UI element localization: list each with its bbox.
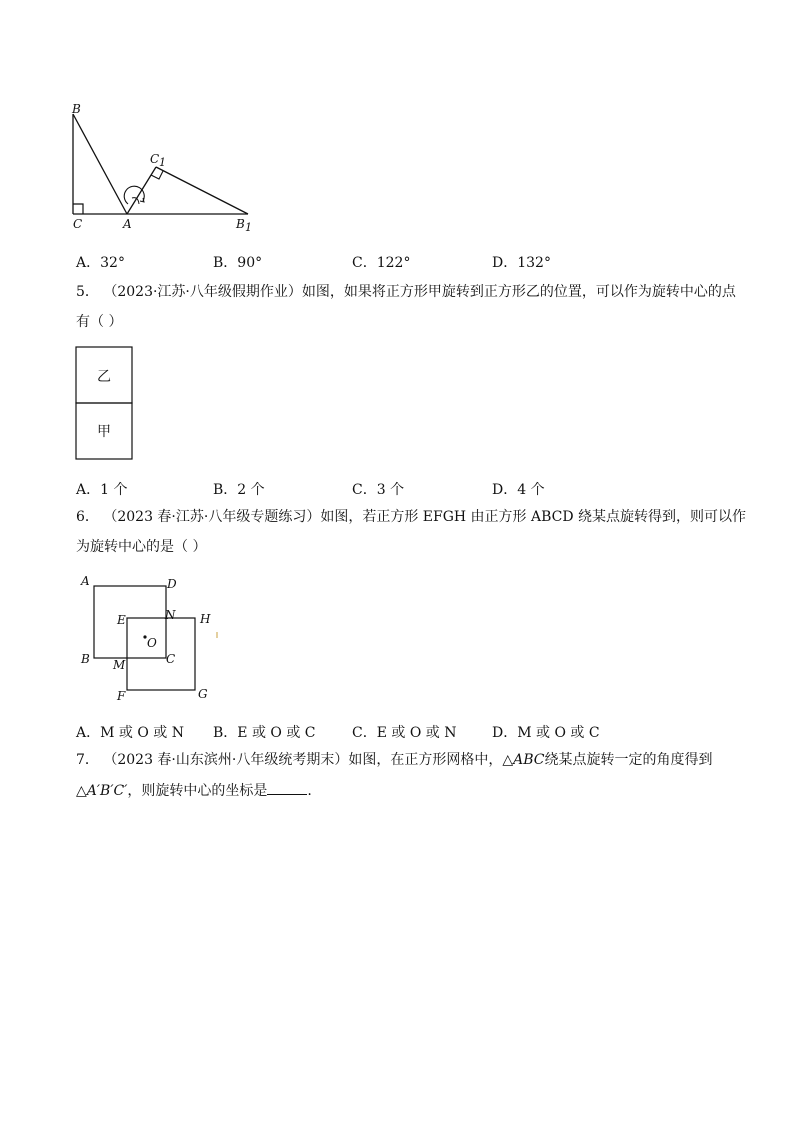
q7-stem-suffix: 绕某点旋转一定的角度得到 — [544, 752, 713, 768]
q6-option-a-letter: A． — [76, 725, 101, 741]
q7-stem-line2-text: ，则旋转中心的坐标是 — [127, 783, 268, 799]
q6-label-H: H — [200, 612, 211, 626]
q6-label-E: E — [117, 613, 126, 627]
q6-option-c[interactable] — [352, 722, 456, 742]
q5-squares-figure — [74, 344, 136, 462]
q6-option-d[interactable] — [492, 722, 600, 742]
q5-option-d-text: 4 个 — [517, 482, 545, 498]
q4-label-B: B — [72, 102, 81, 116]
q6-option-d-letter: D． — [492, 725, 518, 741]
q4-option-c-text: 122° — [376, 255, 411, 271]
q5-option-c-text: 3 个 — [376, 482, 405, 498]
q6-label-B: B — [81, 652, 90, 666]
q4-option-b-text: 90° — [237, 255, 263, 271]
q5-option-b[interactable] — [213, 479, 265, 499]
q5-option-a[interactable] — [76, 479, 127, 499]
q6-option-c-letter: C． — [352, 725, 377, 741]
q6-stem-line2: 为旋转中心的是（ ） — [76, 539, 207, 555]
q6-option-b[interactable] — [213, 722, 316, 742]
q4-label-B1: B — [236, 217, 245, 231]
q4-option-c[interactable] — [352, 252, 410, 272]
q6-label-A: A — [81, 574, 90, 588]
q4-option-a[interactable] — [76, 252, 125, 272]
q5-stem-line2: 有（ ） — [76, 314, 123, 330]
q5-option-a-letter: A． — [76, 482, 101, 498]
q6-label-G: G — [198, 687, 208, 701]
q6-stem-line1: 6． （2023 春·江苏·八年级专题练习）如图，若正方形 EFGH 由正方形 ABCD 绕某点旋转得到，则可以作 — [76, 509, 747, 525]
q5-option-a-text: 1 个 — [100, 482, 128, 498]
q5-option-b-letter: B． — [213, 482, 238, 498]
q6-label-N: N — [165, 608, 176, 622]
q4-label-C1-subscript: 1 — [159, 156, 166, 169]
q6-option-b-letter: B． — [213, 725, 238, 741]
q4-option-b-letter: B． — [213, 255, 238, 271]
q4-option-a-text: 32° — [100, 255, 125, 271]
q6-squares-figure — [74, 572, 224, 702]
q6-label-C: C — [166, 652, 176, 666]
q7-triangle-abc: △ABC — [502, 752, 545, 768]
q4-option-a-letter: A． — [76, 255, 101, 271]
q4-label-C1: C — [150, 152, 160, 166]
q5-label-jia: 甲 — [97, 424, 111, 440]
q6-label-F: F — [117, 689, 126, 702]
q7-stem-line2 — [76, 780, 312, 801]
q4-label-C: C — [73, 217, 83, 231]
q6-option-b-text: E 或 O 或 C — [237, 725, 316, 741]
q5-stem-line1: 5． （2023·江苏·八年级假期作业）如图，如果将正方形甲旋转到正方形乙的位置，可以作为旋转中心的点 — [76, 284, 736, 300]
q4-option-d-letter: D． — [492, 255, 518, 271]
q4-option-d[interactable] — [492, 252, 551, 272]
q4-option-c-letter: C． — [352, 255, 377, 271]
q4-label-A: A — [123, 217, 132, 231]
q4-triangle-figure — [66, 100, 266, 240]
q7-stem-prefix: 7． （2023 春·山东滨州·八年级统考期末）如图，在正方形网格中， — [76, 752, 503, 768]
q4-label-B1-subscript: 1 — [245, 221, 252, 234]
q4-option-b[interactable] — [213, 252, 262, 272]
q6-option-a-text: M 或 O 或 N — [100, 725, 184, 741]
q5-option-d[interactable] — [492, 479, 545, 499]
q7-stem-end: . — [307, 783, 312, 799]
q6-option-c-text: E 或 O 或 N — [376, 725, 457, 741]
q5-option-c[interactable] — [352, 479, 404, 499]
q5-option-c-letter: C． — [352, 482, 377, 498]
q7-stem-line1 — [76, 750, 712, 770]
q5-label-yi: 乙 — [97, 369, 111, 385]
q5-option-b-text: 2 个 — [237, 482, 265, 498]
q6-label-M: M — [113, 658, 126, 672]
q6-label-O: O — [147, 636, 157, 650]
q5-option-d-letter: D． — [492, 482, 518, 498]
q6-option-d-text: M 或 O 或 C — [517, 725, 600, 741]
q6-option-a[interactable] — [76, 722, 184, 742]
q6-label-D: D — [167, 577, 177, 591]
q7-answer-blank[interactable] — [267, 780, 307, 795]
q7-triangle-abc-prime: △A′B′C′ — [76, 783, 128, 799]
q4-option-d-text: 132° — [517, 255, 551, 271]
